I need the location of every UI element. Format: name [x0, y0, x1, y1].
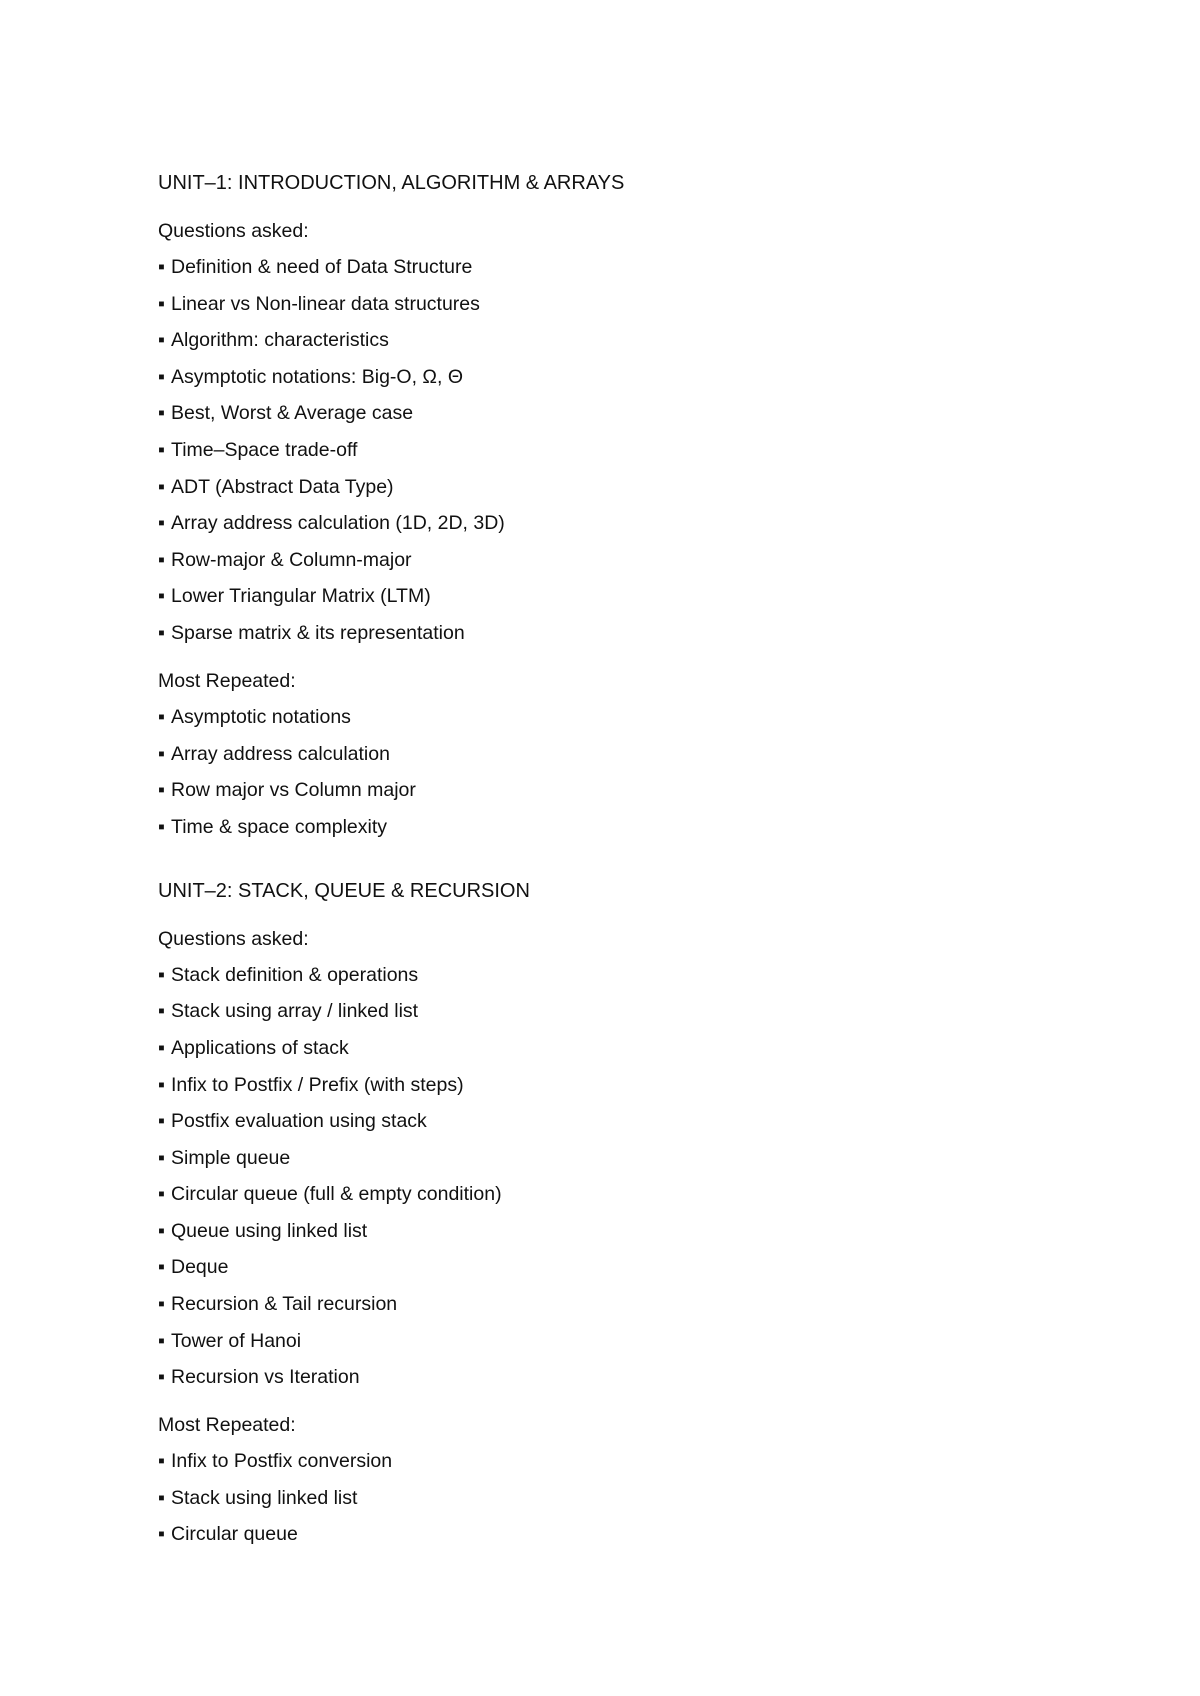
- list-item: ▪ Circular queue (full & empty condition): [158, 1179, 1058, 1209]
- list-item: ▪ Infix to Postfix / Prefix (with steps): [158, 1070, 1058, 1100]
- bullet-icon: ▪: [158, 1366, 165, 1389]
- bullet-icon: ▪: [158, 292, 165, 315]
- list-item: ▪ Simple queue: [158, 1143, 1058, 1173]
- list-item: ▪ Lower Triangular Matrix (LTM): [158, 581, 1058, 611]
- list-item: ▪ Row-major & Column-major: [158, 545, 1058, 575]
- list-item: ▪ Best, Worst & Average case: [158, 398, 1058, 428]
- bullet-icon: ▪: [158, 1110, 165, 1133]
- list-item: ▪ Stack definition & operations: [158, 960, 1058, 990]
- bullet-icon: ▪: [158, 621, 165, 644]
- bullet-icon: ▪: [158, 1450, 165, 1473]
- bullet-icon: ▪: [158, 1256, 165, 1279]
- list-item: ▪ Sparse matrix & its representation: [158, 618, 1058, 648]
- list-item: ▪ Applications of stack: [158, 1033, 1058, 1063]
- list-item: ▪ Asymptotic notations: [158, 702, 1058, 732]
- list-item: ▪ Circular queue: [158, 1519, 1058, 1549]
- list-item: ▪ Stack using array / linked list: [158, 996, 1058, 1026]
- list-item: ▪ Deque: [158, 1252, 1058, 1282]
- bullet-icon: ▪: [158, 705, 165, 728]
- list-item: ▪ Recursion vs Iteration: [158, 1362, 1058, 1392]
- bullet-icon: ▪: [158, 1523, 165, 1546]
- bullet-icon: ▪: [158, 779, 165, 802]
- list-item: ▪ Infix to Postfix conversion: [158, 1446, 1058, 1476]
- document-content: [158, 168, 1058, 1556]
- list-item: ▪ Tower of Hanoi: [158, 1326, 1058, 1356]
- list-item: ▪ Definition & need of Data Structure: [158, 252, 1058, 282]
- bullet-icon: ▪: [158, 365, 165, 388]
- list-item: ▪ Algorithm: characteristics: [158, 325, 1058, 355]
- bullet-icon: ▪: [158, 1146, 165, 1169]
- bullet-icon: ▪: [158, 1183, 165, 1206]
- bullet-icon: ▪: [158, 1486, 165, 1509]
- list-item: ▪ Asymptotic notations: Big-O, Ω, Θ: [158, 362, 1058, 392]
- unit-2-repeated-label: Most Repeated:: [158, 1414, 296, 1437]
- bullet-icon: ▪: [158, 329, 165, 352]
- bullet-icon: ▪: [158, 1219, 165, 1242]
- list-item: ▪ Linear vs Non-linear data structures: [158, 289, 1058, 319]
- bullet-icon: ▪: [158, 963, 165, 986]
- unit-2-section: [158, 876, 1058, 1550]
- list-item: ▪ ADT (Abstract Data Type): [158, 472, 1058, 502]
- list-item: ▪ Time & space complexity: [158, 812, 1058, 842]
- bullet-icon: ▪: [158, 1036, 165, 1059]
- bullet-icon: ▪: [158, 402, 165, 425]
- bullet-icon: ▪: [158, 815, 165, 838]
- list-item: ▪ Row major vs Column major: [158, 775, 1058, 805]
- unit-1-repeated-list: [158, 702, 1058, 842]
- list-item: ▪ Postfix evaluation using stack: [158, 1106, 1058, 1136]
- unit-1-title: UNIT–1: INTRODUCTION, ALGORITHM & ARRAYS: [158, 172, 625, 194]
- list-item: ▪ Array address calculation: [158, 739, 1058, 769]
- bullet-icon: ▪: [158, 742, 165, 765]
- unit-2-repeated-list: [158, 1446, 1058, 1549]
- unit-2-questions-label: Questions asked:: [158, 927, 309, 950]
- bullet-icon: ▪: [158, 512, 165, 535]
- unit-2-questions-list: [158, 960, 1058, 1393]
- unit-1-section: [158, 168, 1058, 842]
- bullet-icon: ▪: [158, 1000, 165, 1023]
- bullet-icon: ▪: [158, 256, 165, 278]
- list-item: ▪ Array address calculation (1D, 2D, 3D): [158, 508, 1058, 538]
- list-item: ▪ Queue using linked list: [158, 1216, 1058, 1246]
- unit-1-repeated-label: Most Repeated:: [158, 669, 296, 692]
- list-item: ▪ Stack using linked list: [158, 1483, 1058, 1513]
- bullet-icon: ▪: [158, 1073, 165, 1096]
- bullet-icon: ▪: [158, 1329, 165, 1352]
- unit-1-questions-label: Questions asked:: [158, 220, 309, 242]
- unit-2-title: UNIT–2: STACK, QUEUE & RECURSION: [158, 879, 530, 902]
- bullet-icon: ▪: [158, 548, 165, 571]
- list-item: ▪ Recursion & Tail recursion: [158, 1289, 1058, 1319]
- unit-1-questions-list: [158, 252, 1058, 648]
- list-item: ▪ Time–Space trade-off: [158, 435, 1058, 465]
- bullet-icon: ▪: [158, 475, 165, 498]
- bullet-icon: ▪: [158, 438, 165, 461]
- bullet-icon: ▪: [158, 585, 165, 608]
- bullet-icon: ▪: [158, 1293, 165, 1316]
